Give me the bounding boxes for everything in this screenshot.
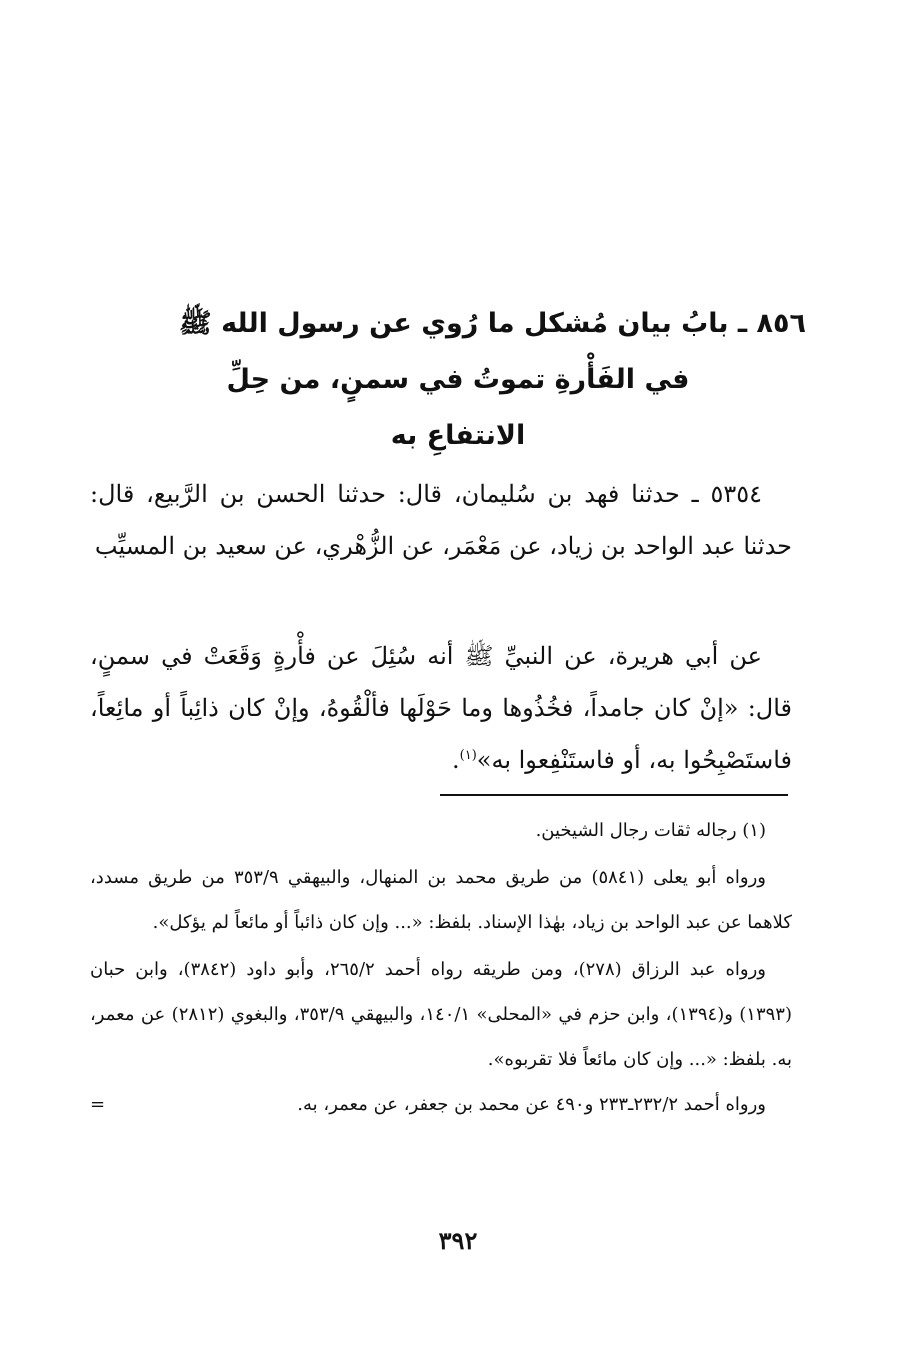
matn-text: عن أبي هريرة، عن النبيِّ ﷺ أنه سُئِلَ عن فأْرةٍ وَقَعَتْ في سمنٍ، قال: «إنْ كان جامداً، فخُذُوها وما حَوْلَها فألْقُوهُ، وإنْ كان ذائِباً أو مائِعاً، فاستَصْبِحُوا به، أو فاستَنْفِعوا به» [90,642,792,774]
footnotes [90,808,792,1127]
footnote-3: ورواه عبد الرزاق (٢٧٨)، ومن طريقه رواه أحمد ٢٦٥/٢، وأبو داود (٣٨٤٢)، وابن حبان (١٣٩٣) و(١٣٩٤)، وابن حزم في «المحلى» ١٤٠/١، والبيهقي ٣٥٣/٩، والبغوي (٢٨١٢) عن معمر، به. بلفظ: «... وإن كان مائعاً فلا تقربوه». [90,959,792,1070]
continuation-mark: = [90,1094,106,1115]
footnote-4-row [90,1082,792,1127]
chapter-title-line-2: في الفَأْرةِ تموتُ في سمنٍ، من حِلِّ [226,364,690,395]
page-number: ٣٩٢ [438,1226,478,1255]
hadith-isnad [90,468,792,572]
footnote-2: ورواه أبو يعلى (٥٨٤١) من طريق محمد بن المنهال، والبيهقي ٣٥٣/٩ من طريق مسدد، كلاهما عن عبد الواحد بن زياد، بهٰذا الإسناد. بلفظ: «... وإن كان ذائباً أو مائعاً لم يؤكل». [90,867,792,933]
isnad-text: ٥٣٥٤ ـ حدثنا فهد بن سُليمان، قال: حدثنا الحسن بن الرَّبيع، قال: حدثنا عبد الواحد بن زياد، عن مَعْمَر، عن الزُّهْري، عن سعيد بن المسيِّب [90,480,792,560]
chapter-title-line-3: الانتفاعِ به [390,420,526,451]
chapter-heading [110,296,806,464]
hadith-matn [90,630,792,786]
chapter-title-line-1: ٨٥٦ ـ بابُ بيان مُشكل ما رُوي عن رسول الله ﷺ [179,308,806,339]
footnote-separator [440,794,788,796]
footnote-4: ورواه أحمد ٢٣٢/٢ـ٢٣٣ و٤٩٠ عن محمد بن جعفر، عن معمر، به. [297,1094,766,1115]
matn-end-mark: . [452,746,460,774]
footnote-1: (١) رجاله ثقات رجال الشيخين. [535,820,766,841]
footnote-reference: (١) [459,748,477,763]
